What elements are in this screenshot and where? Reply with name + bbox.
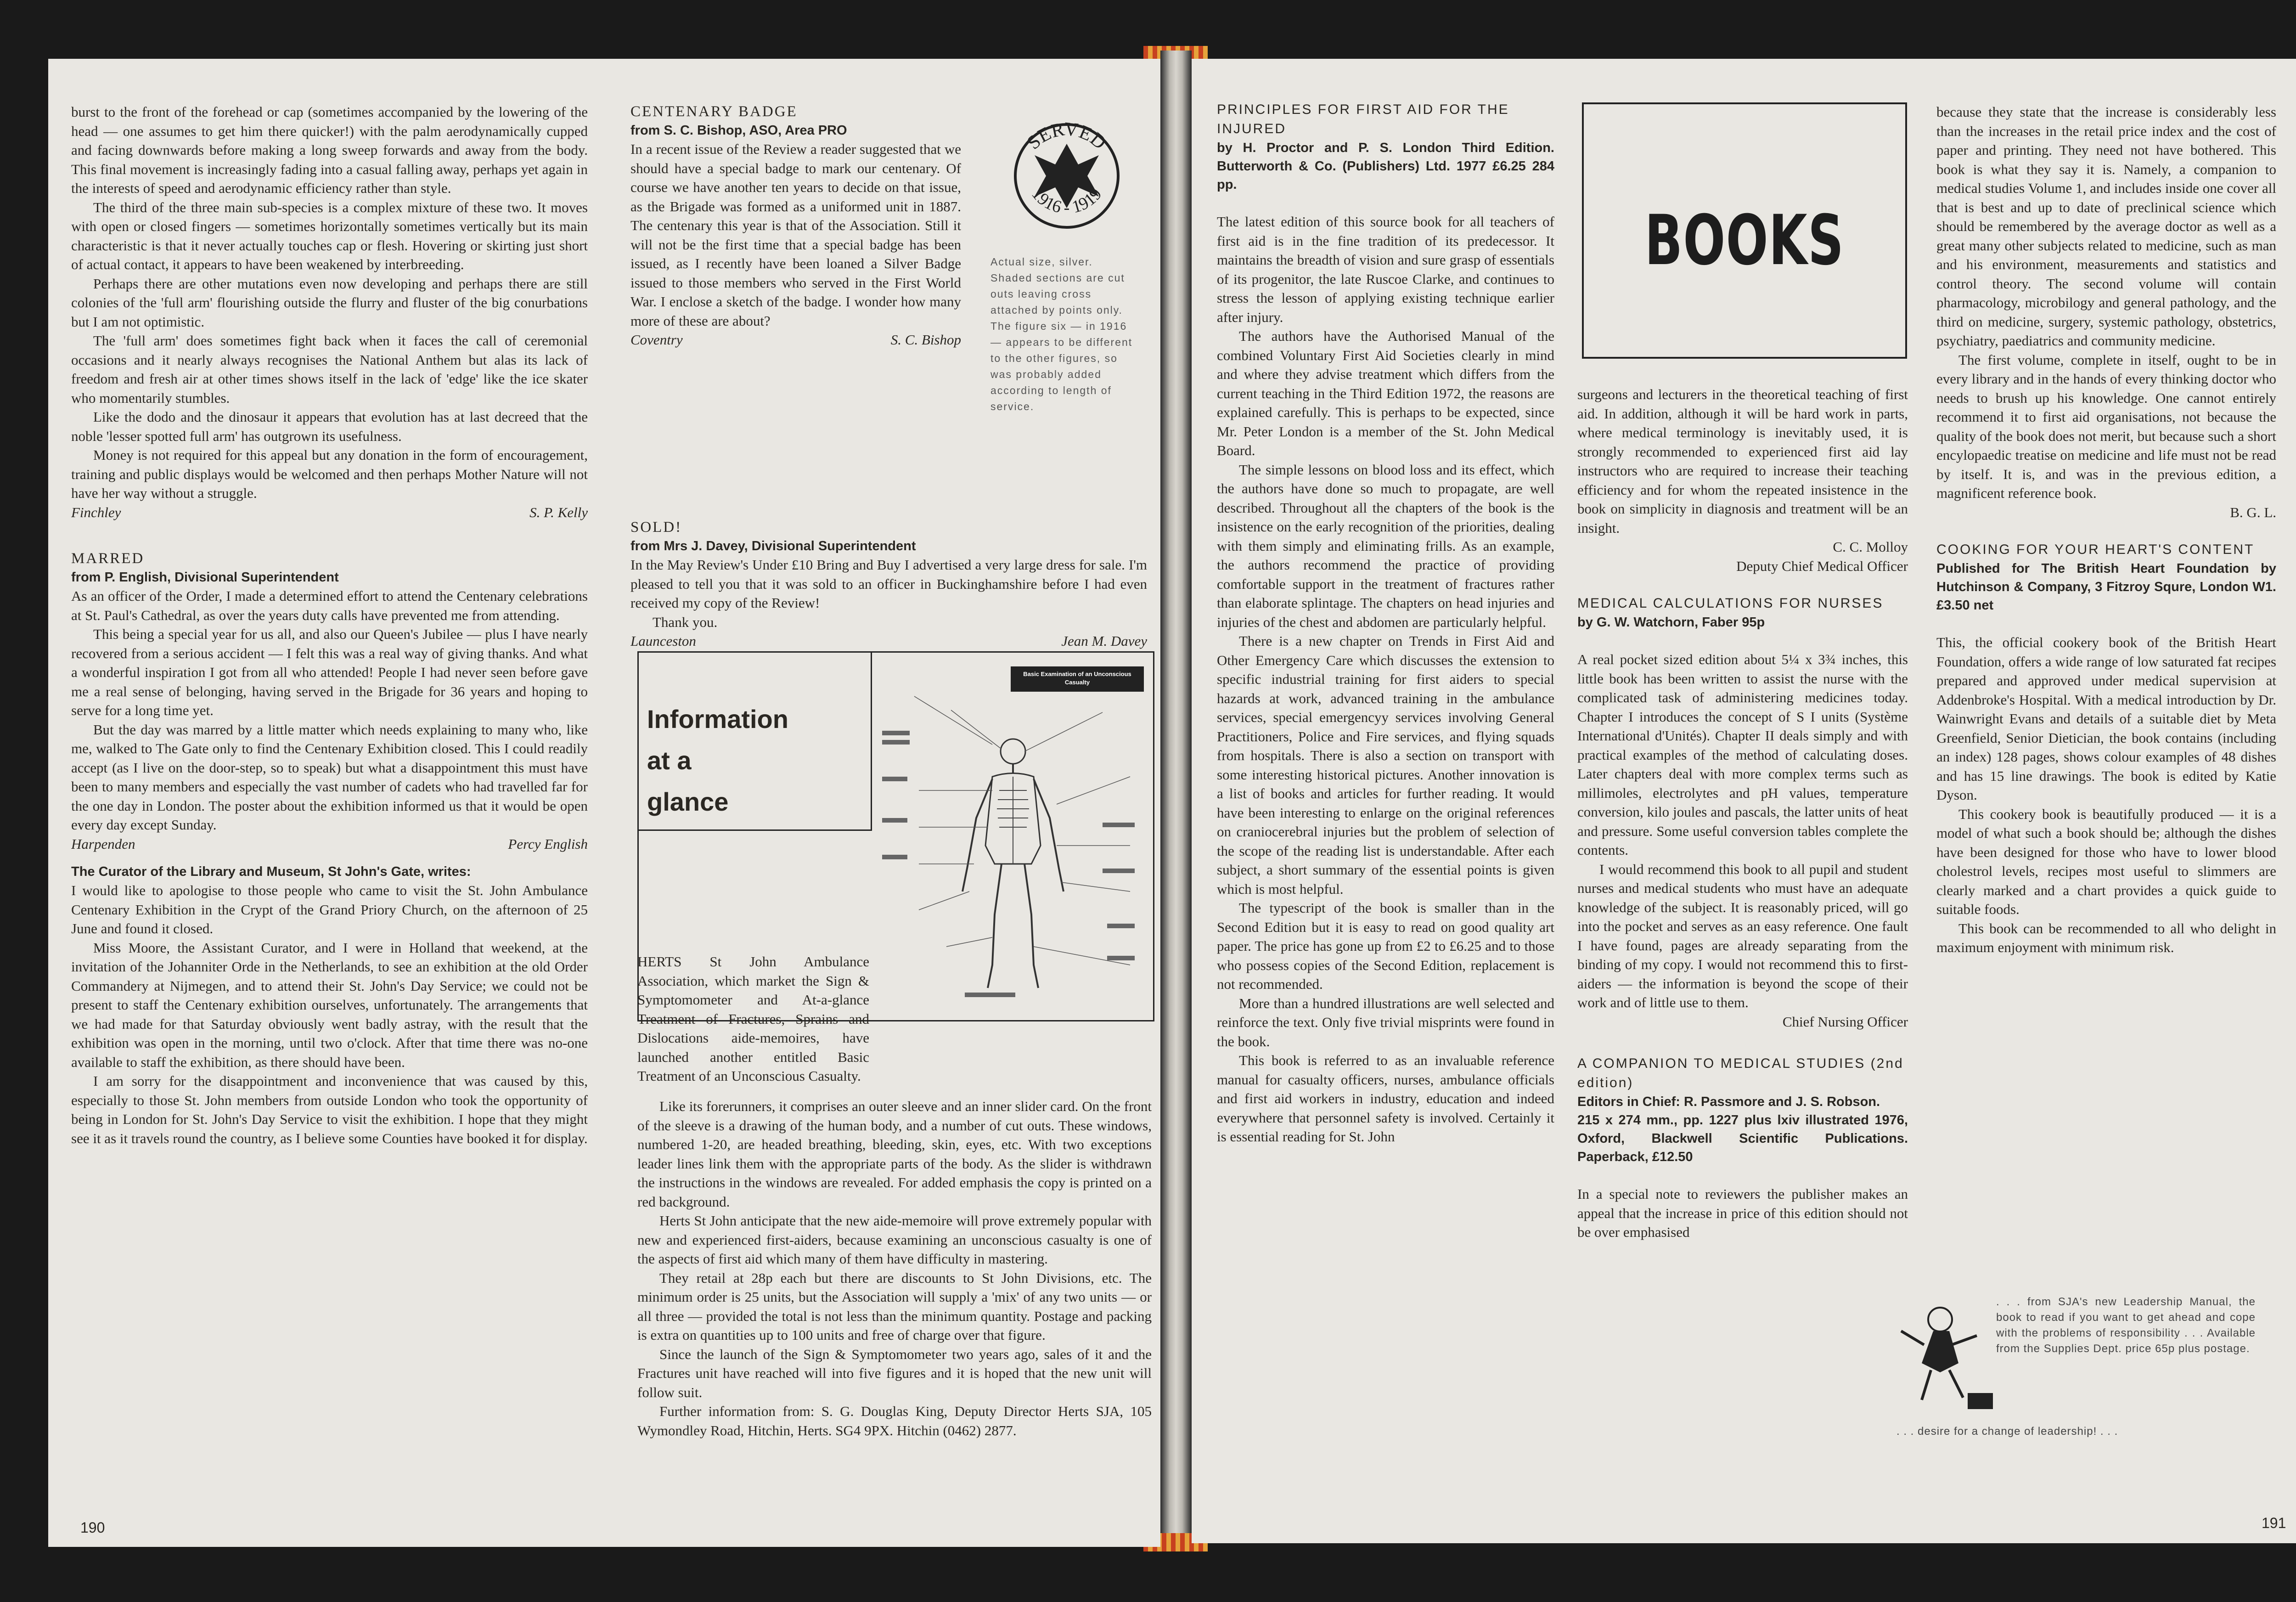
- letter-from: from S. C. Bishop, ASO, Area PRO: [630, 123, 847, 138]
- book-meta: 215 x 274 mm., pp. 1227 plus lxiv illustrated 1976, Oxford, Blackwell Scientific Publications. Paperback, £12.50: [1577, 1113, 1908, 1164]
- info-title-line: Information: [647, 705, 788, 733]
- letter-title-marred: MARRED: [71, 550, 145, 567]
- paragraph: This, the official cookery book of the British Heart Foundation, offers a wide range of low saturated fat recipes prepared and approved under medical supervision at Addenbroke's Hospital. With a medical introduction by Dr. Wainwright Evans and details of a suitable diet by Meta Greenfield, Senior Dietician, the book contains (including an index) 128 pages, shows colour examples of 48 dishes and has 15 line drawings. The book is edited by Katie Dyson.: [1936, 634, 2276, 803]
- paragraph: They retail at 28p each but there are discounts to St John Divisions, etc. The minimum order is 25 units, but the Association will supply a 'mix' of any two units — or all three — provided the total is not less than the minimum quantity. Postage and packing is extra on quantities up to 100 units and free of charge over that figure.: [637, 1269, 1152, 1343]
- book-meta: by G. W. Watchorn, Faber 95p: [1577, 615, 1765, 630]
- paragraph: In the May Review's Under £10 Bring and Buy I advertised a very large dress for sale. I'm pleased to tell you that it was sold to an officer in Buckinghamshire before I had even received my copy of the Review!: [630, 557, 1147, 611]
- paragraph: This book is referred to as an invaluable reference manual for casualty officers, nurses, ambulance officials and first aid workers in industry, education and indeed everywhere that personnel safety is involved. Certainly it is essential reading for St. John: [1217, 1052, 1554, 1145]
- paragraph: This cookery book is beautifully produced — it is a model of what such a book should be; although the dishes have been designed for those who have to lower blood cholestrol levels, recipes most useful to slimmers are clearly marked and a chart provides a quick guide to suitable foods.: [1936, 806, 2276, 917]
- badge-text-years: 1916 - 1919: [1028, 185, 1106, 218]
- paragraph: Herts St John anticipate that the new aide-memoire will prove extremely popular with new and experienced first-aiders, because examining an unconscious casualty is one of the aspects of first aid which many of them have difficulty in mastering.: [637, 1213, 1152, 1267]
- paragraph: burst to the front of the forehead or cap (sometimes accompanied by the lowering of the head — one assumes to get him there quicker!) with the palm aerodynamically cupped and facing downwards before making a long sweep forwards and away from the body. This final movement is increasingly fading into a casual falling away, perhaps yet again in the interests of speed and aerodynamic efficiency rather than style.: [71, 104, 588, 196]
- paragraph: But the day was marred by a little matter which needs explaining to many who, like me, walked to The Gate only to find the Centenary Exhibition closed. This I could readily accept (as I live on the door-step, so to speak) but what a disappointment this must have been to many members and especially the vast number of cadets who had travelled far for the one day in London. The poster about the exhibition informed us that it would be open every day except Sunday.: [71, 721, 588, 833]
- left-column-2-top: [630, 102, 1007, 516]
- paragraph: The authors have the Authorised Manual of the combined Voluntary First Aid Societies clearly in mind and where they advise treatment which differs from the current teaching in the Third Edition 1972, the reasons are explained carefully. This is perhaps to be expected, since Mr. Peter London is a member of the St. John Medical Board.: [1217, 328, 1554, 458]
- letter-signature: [71, 835, 588, 854]
- left-page: [48, 59, 1160, 1547]
- cartoon-caption: . . . from SJA's new Leadership Manual, the book to read if you want to get ahead and cope with the problems of responsibility . . . Available from the Supplies Dept. price 65p plus postage.: [1996, 1296, 2256, 1355]
- books-section-heading-box: [1582, 102, 1907, 359]
- paragraph: This book can be recommended to all who delight in maximum enjoyment with minimum risk.: [1936, 920, 2276, 955]
- signature-name: Percy English: [508, 835, 588, 852]
- paragraph: The first volume, complete in itself, ought to be in every library and in the hands of every thinking doctor who needs to brush up his knowledge. One cannot entirely recommend it to first aid organisations, not because the quality of the book does not merit, but because such a short encylopaedic treatise on medicine and life must not be read by itself. It is, and was in the previous edition, a magnificent reference book.: [1936, 351, 2276, 501]
- paragraph: There is a new chapter on Trends in First Aid and Other Emergency Care which discusses the extension to specific industrial training for first aiders to special hazards at work, advanced training in the ambulance services, special emergencyy services involving General Practitioners, Police and Fire services, and flying squads from hospitals. There is also a section on transport with some interesting historical pictures. Another innovation is a list of books and articles for further reading. It would have been interesting to enlarge on the original references on craniocerebral injuries but the problem of selection of the scope of the reading list is understandable. After each subject, a short summary of the essential points is given which is most helpful.: [1217, 633, 1554, 897]
- signature-place: Launceston: [630, 633, 696, 649]
- paragraph: As an officer of the Order, I made a determined effort to attend the Centenary celebrations at St. Paul's Cathedral, as over the years duty calls have prevented me from attending.: [71, 588, 588, 623]
- book-title: MEDICAL CALCULATIONS FOR NURSES: [1577, 596, 1884, 611]
- info-title-line: at a: [647, 746, 692, 775]
- paragraph: The latest edition of this source book for all teachers of first aid is in the fine tradition of its predecessor. It maintains the breadth of vision and sure grasp of essentials of its progenitor, the late Ruscoe Clarke, and continues to stress the lesson of applying existing technique earlier after injury.: [1217, 214, 1554, 325]
- paragraph: Further information from: S. G. Douglas King, Deputy Director Herts SJA, 105 Wymondley Road, Hitchin, Herts. SG4 9PX. Hitchin (0462) 2877.: [637, 1403, 1152, 1438]
- paragraph: In a recent issue of the Review a reader suggested that we should have a special badge to mark our centenary. Of course we have another ten years to decide on that issue, as the Brigade was formed as a uniformed unit in 1887. The centenary this year is that of the Association. Still it will not be the first time that a special badge has been issued, as I recently have been loaned a Silver Badge issued to those members who served in the First World War. I enclose a sketch of the badge. I wonder how many more of these are about?: [630, 141, 961, 329]
- book-title: PRINCIPLES FOR FIRST AID FOR THE INJURED: [1217, 102, 1509, 136]
- info-article-body: [637, 1097, 1152, 1547]
- right-page: [1192, 59, 2296, 1543]
- letter-from: from Mrs J. Davey, Divisional Superintendent: [630, 539, 916, 553]
- signature-place: Coventry: [630, 332, 683, 348]
- info-intro-column: [637, 952, 869, 1099]
- paragraph: Thank you.: [653, 614, 718, 630]
- info-title-line: glance: [647, 787, 729, 816]
- letter-signature: [630, 330, 961, 350]
- signature-role: Chief Nursing Officer: [1782, 1013, 1908, 1030]
- paragraph: The 'full arm' does sometimes fight back when it faces the call of ceremonial occasions and it nearly always recognises the National Anthem but alas its lack of freedom and fresh air at other times shows itself in the lack of 'edge' like the ice skater who momentarily stumbles.: [71, 333, 588, 406]
- badge-caption: Actual size, silver. Shaded sections are cut outs leaving cross attached by points only. The figure six — in 1916 — appears to be different to the other figures, so was probably added according to length of service.: [990, 256, 1133, 412]
- letter-signature: [630, 632, 1147, 651]
- book-meta: by H. Proctor and P. S. London Third Edition. Butterworth & Co. (Publishers) Ltd. 1977 £6.25 284 pp.: [1217, 141, 1554, 192]
- right-column-1: [1217, 100, 1554, 1533]
- paragraph: surgeons and lecturers in the theoretical teaching of first aid. In addition, although it will be hard work in parts, where medical terminology is inevitably used, it is strongly recommended to experienced first aid lay instructors who are required to increase their teaching efficiency and for whom the repeated insistence in the book on simplicity in diagnosis and treatment will be an insight.: [1577, 386, 1908, 536]
- info-box-title: [647, 699, 840, 823]
- book-title: COOKING FOR YOUR HEART'S CONTENT: [1936, 542, 2255, 557]
- paragraph: More than a hundred illustrations are well selected and reinforce the text. Only five trivial misprints were found in the book.: [1217, 995, 1554, 1049]
- letter-title-sold: SOLD!: [630, 519, 682, 536]
- left-column-1: [71, 102, 588, 1547]
- paragraph: The third of the three main sub-species is a complex mixture of these two. It moves with open or closed fingers — sometimes horizontally sometimes vertically but its main characteristic is that it never actually touches cap or flesh. Hovering or skirting just short of actual contact, it appears to have been weakened by interbreeding.: [71, 199, 588, 272]
- paragraph: In a special note to reviewers the publisher makes an appeal that the increase in price of this edition should not be over emphasised: [1577, 1186, 1908, 1240]
- paragraph: I would like to apologise to those people who came to visit the St. John Ambulance Centenary Exhibition in the Crypt of the Grand Priory Church, on the afternoon of 25 June and found it closed.: [71, 882, 588, 936]
- paragraph: Since the launch of the Sign & Symptomometer two years ago, sales of it and the Fractures unit have reached will into five figures and it is hoped that the new unit will follow suit.: [637, 1346, 1152, 1400]
- signature-place: Finchley: [71, 504, 121, 520]
- paragraph: HERTS St John Ambulance Association, which market the Sign & Symptomometer and At-a-glance Treatment of Fractures, Sprains and Dislocations aide-memoires, have launched another entitled Basic Treatment of an Unconscious Casualty.: [637, 953, 869, 1084]
- signature-role: Deputy Chief Medical Officer: [1736, 558, 1908, 574]
- signature-name: Jean M. Davey: [1061, 633, 1147, 649]
- right-column-2: [1577, 385, 1908, 1538]
- paragraph: Perhaps there are other mutations even now developing and perhaps there are still colonies of the 'full arm' flourishing outside the flurry and fluster of the big conurbations but I am not optimistic.: [71, 275, 588, 330]
- signature-name: S. P. Kelly: [529, 504, 588, 520]
- signature-name: S. C. Bishop: [890, 332, 961, 348]
- page-number: 191: [2262, 1515, 2286, 1531]
- paragraph: I am sorry for the disappointment and inconvenience that was caused by this, especially to those St. John members from outside London who took the opportunity of being in London for St. John's Day Service to visit the exhibition. I hope that they might see it as it travels round the country, as I believe some Counties have booked it for display.: [71, 1073, 588, 1146]
- badge-text-served: SERVED: [1023, 118, 1110, 154]
- page-number: 190: [80, 1519, 105, 1536]
- signature-initials: B. G. L.: [2230, 504, 2276, 520]
- letter-from: from P. English, Divisional Superintendent: [71, 570, 339, 585]
- letter-signature: [71, 503, 588, 522]
- leadership-cartoon: [1890, 1294, 2000, 1414]
- paragraph: Miss Moore, the Assistant Curator, and I were in Holland that weekend, at the invitation of the Johanniter Orde in the Netherlands, to see an exhibition at the old Order Commandery at Nijmegen, and to attend their St. John's Day Service; we could not be present to staff the Centenary exhibition ourselves, unfortunately. The arrangements that we had made for that Saturday obviously went badly astray, with the result that the exhibition was open in the morning, until two o'clock. After that time there was no-one available to staff the exhibition, as there should have been.: [71, 939, 588, 1070]
- binding-spine: [1160, 51, 1192, 1547]
- book-meta: Editors in Chief: R. Passmore and J. S. Robson.: [1577, 1094, 1880, 1109]
- letter-title-centenary: CENTENARY BADGE: [630, 103, 798, 120]
- paragraph: The typescript of the book is smaller than in the Second Edition but it is easy to read on good quality art paper. The price has gone up from £2 to £6.25 and to those who possess copies of the Second Edition, replacement is not recommended.: [1217, 900, 1554, 992]
- book-meta: Published for The British Heart Foundation by Hutchinson & Company, 3 Fitzroy Squre, London W1. £3.50 net: [1936, 561, 2276, 613]
- signature-name: C. C. Molloy: [1833, 539, 1908, 555]
- book-title: A COMPANION TO MEDICAL STUDIES (2nd edition): [1577, 1056, 1904, 1090]
- paragraph: Money is not required for this appeal but any donation in the form of encouragement, training and public displays would be welcomed and then perhaps Mother Nature will not have her way without a struggle.: [71, 447, 588, 501]
- paragraph: Like the dodo and the dinosaur it appears that evolution has at last decreed that the noble 'lesser spotted full arm' has outgrown its usefulness.: [71, 409, 588, 444]
- cartoon-caption-bottom: . . . desire for a change of leadership! . . .: [1896, 1425, 2118, 1438]
- books-heading: BOOKS: [1644, 201, 1845, 281]
- human-body-diagram: [873, 653, 1153, 1020]
- served-badge-sketch: [986, 118, 1147, 233]
- paragraph: I would recommend this book to all pupil and student nurses and medical students who must have an adequate knowledge of the subject. It is reasonably priced, will go into the pocket and serves as an easy reference. One fault I have found, pages are already separating from the binding of my copy. I would not recommend this to first-aiders — the information is beyond the scope of their work and of little use to them.: [1577, 861, 1908, 1010]
- paragraph: The simple lessons on blood loss and its effect, which the authors have done so much to propagate, are well described. Throughout all the chapters of the book is the insistence on the early recognition of the priorities, dealing with them simply and eliminating frills. As an example, the authors recommend the practice of providing comfortable support in the treatment of fractures rather than elaborate splintage. The chapters on head injuries and injuries of the chest and abdomen are particularly helpful.: [1217, 461, 1554, 630]
- right-column-3: [1936, 102, 2276, 1292]
- paragraph: Like its forerunners, it comprises an outer sleeve and an inner slider card. On the front of the sleeve is a drawing of the human body, and a number of cut outs. These windows, numbered 1-20, are headed breathing, bleeding, skin, eyes, etc. With two exceptions leader lines link them with the appropriate parts of the body. As the slider is withdrawn the instructions in the windows are revealed. For added emphasis the copy is printed on a red background.: [637, 1098, 1152, 1210]
- curator-heading: The Curator of the Library and Museum, St John's Gate, writes:: [71, 864, 471, 879]
- left-column-2-sold: [630, 518, 1147, 651]
- signature-place: Harpenden: [71, 835, 135, 852]
- paragraph: because they state that the increase is considerably less than the increases in the retail price index and the cost of paper and printing. They need not have bothered. This book is what they say it is. Namely, a companion to medical studies Volume 1, and includes inside one cover all that is best and up to date of preclinical science which should be remembered by the average doctor as well as a great many other subjects related to medicine, such as man and his environment, measurements and statistics and control theory. The second volume will contain pharmacology, microbilogy and general pathology, and the third on medicine, surgery, systemic pathology, obstetrics, psychiatry, paediatrics and community medicine.: [1936, 104, 2276, 349]
- diagram-title: Basic Examination of an Unconscious Casualty: [1023, 671, 1131, 686]
- paragraph: A real pocket sized edition about 5¼ x 3¾ inches, this little book has been written to assist the nurse with the complicated task of administering medicines today. Chapter I introduces the concept of S I units (Système International d'Unités). Chapter II deals simply and with practical examples of the method of calculating doses. Later chapters deal with more complex terms such as millimoles, electrolytes and pH values, temperature conversion, kilo joules and pascals, the latter units of heat and pressure. Some useful conversion tables complete the contents.: [1577, 651, 1908, 858]
- paragraph: This being a special year for us all, and also our Queen's Jubilee — plus I have nearly recovered from a serious accident — I felt this was a real way of giving thanks. And what a wonderful inspiration I got from all who attended! People I had never seen before gave me a real sense of belonging, having served in the Brigade for 36 years and hoping to serve for a long time yet.: [71, 626, 588, 718]
